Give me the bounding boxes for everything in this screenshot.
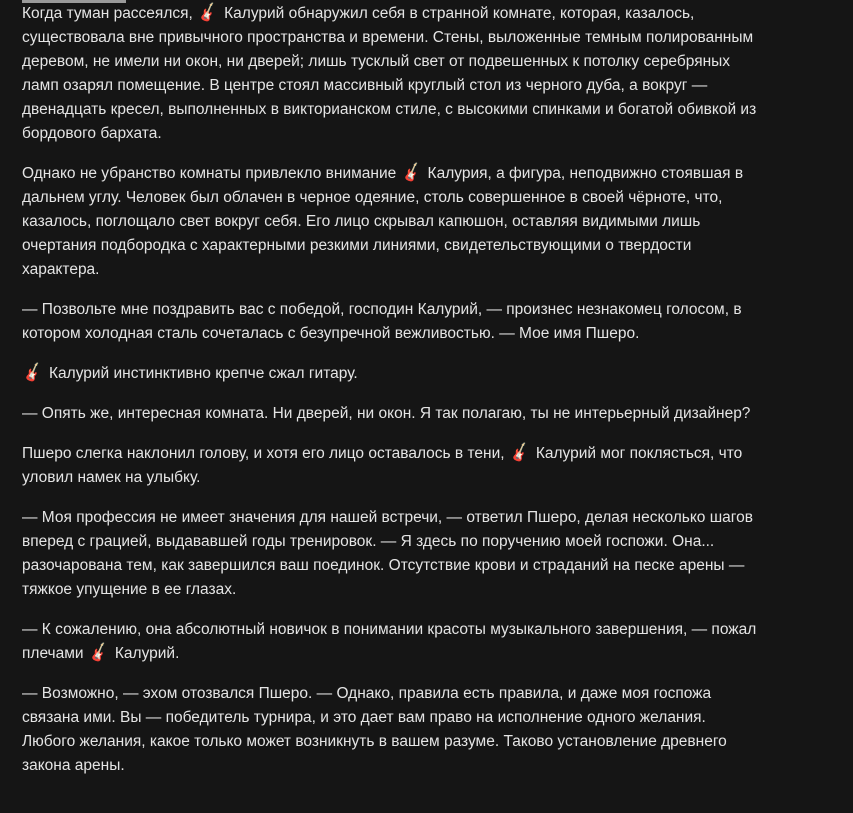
- story-paragraph: [22, 442, 762, 490]
- electric-guitar-icon: 🎸: [196, 2, 221, 25]
- electric-guitar-icon: 🎸: [400, 162, 424, 185]
- story-paragraph: [22, 618, 762, 666]
- paragraph-text: — Моя профессия не имеет значения для нашей встречи, — ответил Пшеро, делая несколько шагов вперед с грацией, выдававшей годы тренировок. — Я здесь по поручению моей госпожи. Она... разочарована тем, как завершился ваш поединок. Отсутствие крови и страданий на песке арены — тяжкое упущение в ее глазах.: [22, 509, 753, 598]
- paragraph-text: Калурий мог поклясться, что уловил намек на улыбку.: [22, 445, 743, 486]
- electric-guitar-icon: 🎸: [87, 642, 111, 665]
- paragraph-text: Калурий инстинктивно крепче сжал гитару.: [44, 365, 358, 382]
- paragraph-text: Пшеро слегка наклонил голову, и хотя его лицо оставалось в тени,: [22, 445, 509, 462]
- paragraph-text: Однако не убранство комнаты привлекло внимание: [22, 165, 401, 182]
- paragraph-text: Калурий.: [110, 645, 180, 662]
- paragraph-text: — Возможно, — эхом отозвался Пшеро. — Однако, правила есть правила, и даже моя госпожа связана ими. Вы — победитель турнира, и это дает вам право на исполнение одного желания. Любого желания, какое только может возникнуть в вашем разуме. Таково установление древнего закона арены.: [22, 685, 727, 774]
- paragraph-text: — Опять же, интересная комната. Ни дверей, ни окон. Я так полагаю, ты не интерьерный дизайнер?: [22, 405, 751, 422]
- story-paragraph: [22, 362, 762, 386]
- story-text: [22, 2, 762, 794]
- electric-guitar-icon: 🎸: [21, 362, 46, 385]
- paragraph-text: Когда туман рассеялся,: [22, 5, 198, 22]
- story-paragraph: [22, 162, 762, 282]
- story-paragraph: [22, 298, 762, 346]
- story-paragraph: [22, 402, 762, 426]
- story-paragraph: [22, 2, 762, 146]
- story-paragraph: [22, 506, 762, 602]
- paragraph-text: — Позвольте мне поздравить вас с победой, господин Калурий, — произнес незнакомец голосом, в котором холодная сталь сочеталась с безупречной вежливостью. — Мое имя Пшеро.: [22, 301, 742, 342]
- paragraph-text: — К сожалению, она абсолютный новичок в понимании красоты музыкального завершения, — пожал плечами: [22, 621, 757, 662]
- paragraph-text: Калурий обнаружил себя в странной комнате, которая, казалось, существовала вне привычного пространства и времени. Стены, выложенные темным полированным деревом, не имели ни окон, ни дверей; лишь тусклый свет от подвешенных к потолку серебряных ламп озарял помещение. В центре стоял массивный круглый стол из черного дуба, а вокруг — двенадцать кресел, выполненных в викторианском стиле, с высокими спинками и богатой обивкой из бордового бархата.: [22, 5, 757, 142]
- story-paragraph: [22, 682, 762, 778]
- electric-guitar-icon: 🎸: [508, 442, 532, 465]
- paragraph-text: Калурия, а фигура, неподвижно стоявшая в дальнем углу. Человек был облачен в черное одеяние, столь совершенное в своей чёрноте, что, казалось, поглощало свет вокруг себя. Его лицо скрывал капюшон, оставляя видимыми лишь очертания подбородка с характерными резкими линиями, свидетельствующими о твердости характера.: [22, 165, 744, 278]
